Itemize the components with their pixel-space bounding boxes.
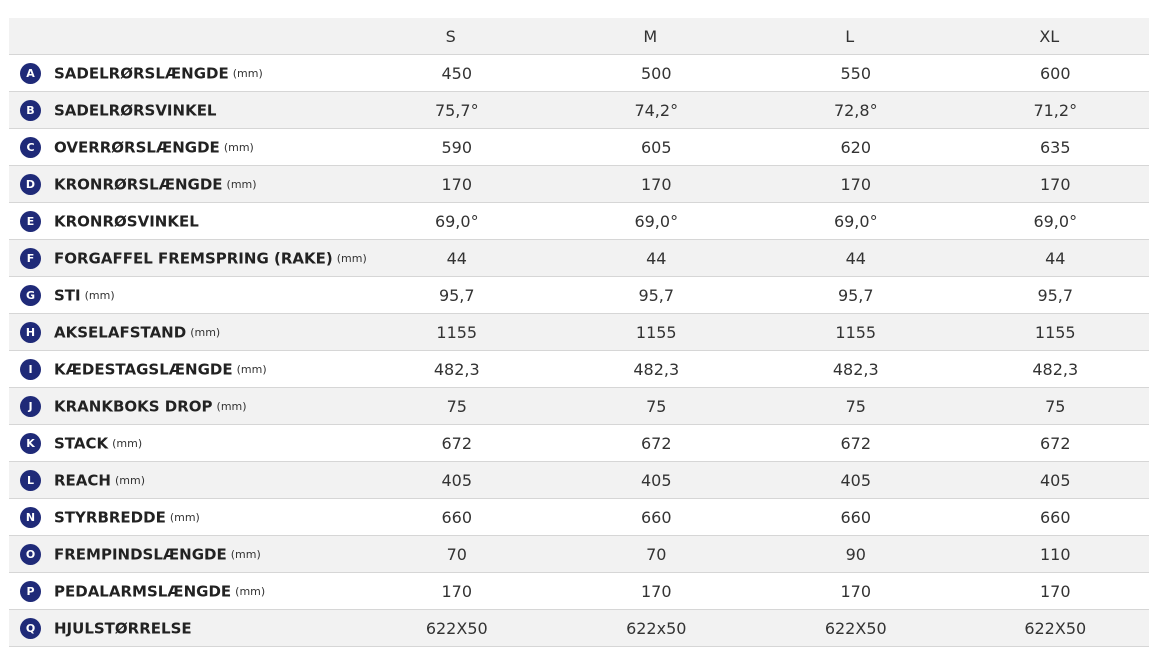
letter-badge: A xyxy=(20,63,41,84)
value-cell xyxy=(950,203,1150,240)
row-name: HJULSTØRRELSE xyxy=(54,619,192,637)
value-text: 590 xyxy=(441,137,473,157)
value-cell xyxy=(551,55,751,92)
value-text: 500 xyxy=(640,63,672,83)
letter-badge: J xyxy=(20,396,41,417)
table-row xyxy=(9,166,1149,203)
value-text: 482,3 xyxy=(832,359,879,379)
value-text: 69,0° xyxy=(1033,211,1078,231)
letter-badge: Q xyxy=(20,618,41,639)
row-label-cell xyxy=(9,462,351,499)
value-cell xyxy=(551,610,751,647)
row-name: SADELRØRSLÆNGDE xyxy=(54,64,229,82)
value-text: 672 xyxy=(840,433,872,453)
table-row xyxy=(9,536,1149,573)
value-cell xyxy=(950,388,1150,425)
row-unit: (mm) xyxy=(112,436,143,450)
row-label-cell xyxy=(9,610,351,647)
value-cell xyxy=(351,92,551,129)
value-text: 660 xyxy=(441,507,473,527)
value-cell xyxy=(351,499,551,536)
value-text: 170 xyxy=(840,174,872,194)
value-text: 482,3 xyxy=(433,359,480,379)
value-cell xyxy=(750,573,950,610)
row-label-cell xyxy=(9,240,367,277)
table-row xyxy=(9,92,1149,129)
row-label-cell xyxy=(9,388,351,425)
value-text: 482,3 xyxy=(1032,359,1079,379)
value-text: 70 xyxy=(646,544,667,564)
value-text: 44 xyxy=(446,248,467,268)
value-text: 405 xyxy=(640,470,672,490)
row-name: STYRBREDDE xyxy=(54,508,166,526)
value-text: 660 xyxy=(1039,507,1071,527)
row-unit: (mm) xyxy=(235,584,266,598)
value-cell xyxy=(750,351,950,388)
value-cell xyxy=(950,610,1150,647)
row-unit: (mm) xyxy=(336,251,367,265)
value-text: 44 xyxy=(845,248,866,268)
value-cell xyxy=(551,92,751,129)
value-cell xyxy=(351,129,551,166)
value-text: 450 xyxy=(441,63,473,83)
row-unit: (mm) xyxy=(236,362,267,376)
table-row xyxy=(9,203,1149,240)
table-row xyxy=(9,425,1149,462)
value-text: 672 xyxy=(640,433,672,453)
value-text: 69,0° xyxy=(833,211,878,231)
value-text: 72,8° xyxy=(833,100,878,120)
value-cell xyxy=(950,92,1150,129)
letter-badge: B xyxy=(20,100,41,121)
value-text: 482,3 xyxy=(633,359,680,379)
table-body xyxy=(9,55,1149,647)
value-cell xyxy=(950,240,1150,277)
value-text: 660 xyxy=(640,507,672,527)
header-size-xl: XL xyxy=(950,18,1150,55)
value-cell xyxy=(551,314,751,351)
value-cell xyxy=(950,499,1150,536)
row-unit: (mm) xyxy=(230,547,261,561)
value-text: 1155 xyxy=(835,322,877,342)
value-cell xyxy=(750,129,950,166)
value-cell xyxy=(950,573,1150,610)
value-text: 1155 xyxy=(436,322,478,342)
letter-badge: E xyxy=(20,211,41,232)
value-text: 622X50 xyxy=(824,618,887,638)
row-name: KRANKBOKS DROP xyxy=(54,397,213,415)
table-row xyxy=(9,277,1149,314)
value-cell xyxy=(750,610,950,647)
row-unit: (mm) xyxy=(114,473,145,487)
header-size-m: M xyxy=(551,18,751,55)
table-row xyxy=(9,314,1149,351)
value-cell xyxy=(351,388,551,425)
row-label-cell xyxy=(9,536,351,573)
letter-badge: I xyxy=(20,359,41,380)
value-cell xyxy=(750,240,950,277)
value-cell xyxy=(950,536,1150,573)
value-text: 672 xyxy=(441,433,473,453)
geometry-table xyxy=(9,18,1149,647)
row-name: FORGAFFEL FREMSPRING (RAKE) xyxy=(54,249,333,267)
value-text: 44 xyxy=(1045,248,1066,268)
value-text: 550 xyxy=(840,63,872,83)
row-unit: (mm) xyxy=(232,66,263,80)
value-cell xyxy=(351,536,551,573)
value-text: 405 xyxy=(840,470,872,490)
row-name: STACK xyxy=(54,434,109,452)
row-unit: (mm) xyxy=(216,399,247,413)
row-name: KÆDESTAGSLÆNGDE xyxy=(54,360,233,378)
row-name: KRONRØRSLÆNGDE xyxy=(54,175,223,193)
table-row xyxy=(9,129,1149,166)
header-size-s: S xyxy=(351,18,551,55)
row-label-cell xyxy=(9,203,351,240)
value-cell xyxy=(551,388,751,425)
value-cell xyxy=(750,314,950,351)
row-name: PEDALARMSLÆNGDE xyxy=(54,582,232,600)
value-cell xyxy=(351,610,551,647)
value-cell xyxy=(351,573,551,610)
value-text: 170 xyxy=(1039,581,1071,601)
value-text: 170 xyxy=(1039,174,1071,194)
value-text: 75,7° xyxy=(434,100,479,120)
value-text: 405 xyxy=(1039,470,1071,490)
table-row xyxy=(9,499,1149,536)
value-text: 1155 xyxy=(1034,322,1076,342)
value-cell xyxy=(750,425,950,462)
value-cell xyxy=(351,55,551,92)
value-cell xyxy=(750,536,950,573)
row-name: FREMPINDSLÆNGDE xyxy=(54,545,227,563)
table-row xyxy=(9,55,1149,92)
value-cell xyxy=(750,55,950,92)
value-cell xyxy=(551,166,751,203)
table-row xyxy=(9,388,1149,425)
letter-badge: K xyxy=(20,433,41,454)
row-label-cell xyxy=(9,425,351,462)
value-text: 620 xyxy=(840,137,872,157)
row-name: OVERRØRSLÆNGDE xyxy=(54,138,220,156)
row-label-cell xyxy=(9,499,351,536)
value-cell xyxy=(750,388,950,425)
value-cell xyxy=(551,277,751,314)
value-cell xyxy=(351,314,551,351)
value-text: 70 xyxy=(446,544,467,564)
value-cell xyxy=(551,425,751,462)
value-cell xyxy=(551,240,751,277)
value-text: 90 xyxy=(845,544,866,564)
row-unit: (mm) xyxy=(190,325,221,339)
value-cell xyxy=(551,129,751,166)
value-text: 44 xyxy=(646,248,667,268)
row-name: KRONRØSVINKEL xyxy=(54,212,199,230)
value-text: 660 xyxy=(840,507,872,527)
value-text: 170 xyxy=(840,581,872,601)
table-row xyxy=(9,351,1149,388)
value-text: 75 xyxy=(446,396,467,416)
value-text: 75 xyxy=(646,396,667,416)
value-text: 71,2° xyxy=(1033,100,1078,120)
value-cell xyxy=(351,425,551,462)
row-unit: (mm) xyxy=(169,510,200,524)
value-text: 95,7 xyxy=(837,285,874,305)
value-cell xyxy=(351,277,551,314)
letter-badge: D xyxy=(20,174,41,195)
value-cell xyxy=(950,166,1150,203)
value-text: 170 xyxy=(640,174,672,194)
value-cell xyxy=(950,314,1150,351)
table-row xyxy=(9,610,1149,647)
header-size-l: L xyxy=(750,18,950,55)
row-label-cell xyxy=(9,166,351,203)
value-cell xyxy=(351,203,551,240)
value-cell xyxy=(551,351,751,388)
value-cell xyxy=(351,351,551,388)
letter-badge: F xyxy=(20,248,41,269)
row-name: REACH xyxy=(54,471,111,489)
letter-badge: H xyxy=(20,322,41,343)
row-unit: (mm) xyxy=(223,140,254,154)
value-cell xyxy=(750,92,950,129)
letter-badge: P xyxy=(20,581,41,602)
value-cell xyxy=(950,55,1150,92)
row-name: SADELRØRSVINKEL xyxy=(54,101,217,119)
value-text: 170 xyxy=(441,581,473,601)
value-text: 405 xyxy=(441,470,473,490)
letter-badge: C xyxy=(20,137,41,158)
value-cell xyxy=(950,425,1150,462)
value-cell xyxy=(551,462,751,499)
value-cell xyxy=(750,203,950,240)
value-cell xyxy=(351,462,551,499)
table-row xyxy=(9,240,1149,277)
value-text: 622X50 xyxy=(1024,618,1087,638)
row-unit: (mm) xyxy=(226,177,257,191)
value-text: 75 xyxy=(1045,396,1066,416)
row-label-cell xyxy=(9,351,351,388)
value-cell xyxy=(551,203,751,240)
value-cell xyxy=(551,573,751,610)
value-cell xyxy=(950,351,1150,388)
value-cell xyxy=(750,499,950,536)
value-text: 95,7 xyxy=(1037,285,1074,305)
value-text: 75 xyxy=(845,396,866,416)
table-header-row xyxy=(9,18,1149,55)
value-text: 605 xyxy=(640,137,672,157)
letter-badge: G xyxy=(20,285,41,306)
row-unit: (mm) xyxy=(84,288,115,302)
value-text: 95,7 xyxy=(638,285,675,305)
row-label-cell xyxy=(9,573,351,610)
value-text: 69,0° xyxy=(434,211,479,231)
value-cell xyxy=(551,499,751,536)
row-label-cell xyxy=(9,55,351,92)
value-text: 622X50 xyxy=(425,618,488,638)
value-cell xyxy=(950,462,1150,499)
value-cell xyxy=(551,536,751,573)
value-text: 74,2° xyxy=(634,100,679,120)
value-text: 170 xyxy=(640,581,672,601)
letter-badge: O xyxy=(20,544,41,565)
value-cell xyxy=(950,277,1150,314)
table-row xyxy=(9,462,1149,499)
value-cell xyxy=(351,240,551,277)
row-label-cell xyxy=(9,277,351,314)
letter-badge: L xyxy=(20,470,41,491)
header-label-cell xyxy=(9,18,351,55)
table-row xyxy=(9,573,1149,610)
value-text: 622x50 xyxy=(626,618,687,638)
value-text: 1155 xyxy=(635,322,677,342)
value-text: 95,7 xyxy=(438,285,475,305)
value-cell xyxy=(750,462,950,499)
value-text: 110 xyxy=(1039,544,1071,564)
row-name: AKSELAFSTAND xyxy=(54,323,187,341)
value-text: 170 xyxy=(441,174,473,194)
value-text: 635 xyxy=(1039,137,1071,157)
value-cell xyxy=(750,166,950,203)
value-text: 600 xyxy=(1039,63,1071,83)
row-label-cell xyxy=(9,92,351,129)
row-label-cell xyxy=(9,314,351,351)
row-label-cell xyxy=(9,129,351,166)
value-text: 672 xyxy=(1039,433,1071,453)
value-cell xyxy=(750,277,950,314)
letter-badge: N xyxy=(20,507,41,528)
value-text: 69,0° xyxy=(634,211,679,231)
value-cell xyxy=(351,166,551,203)
value-cell xyxy=(950,129,1150,166)
row-name: STI xyxy=(54,286,81,304)
